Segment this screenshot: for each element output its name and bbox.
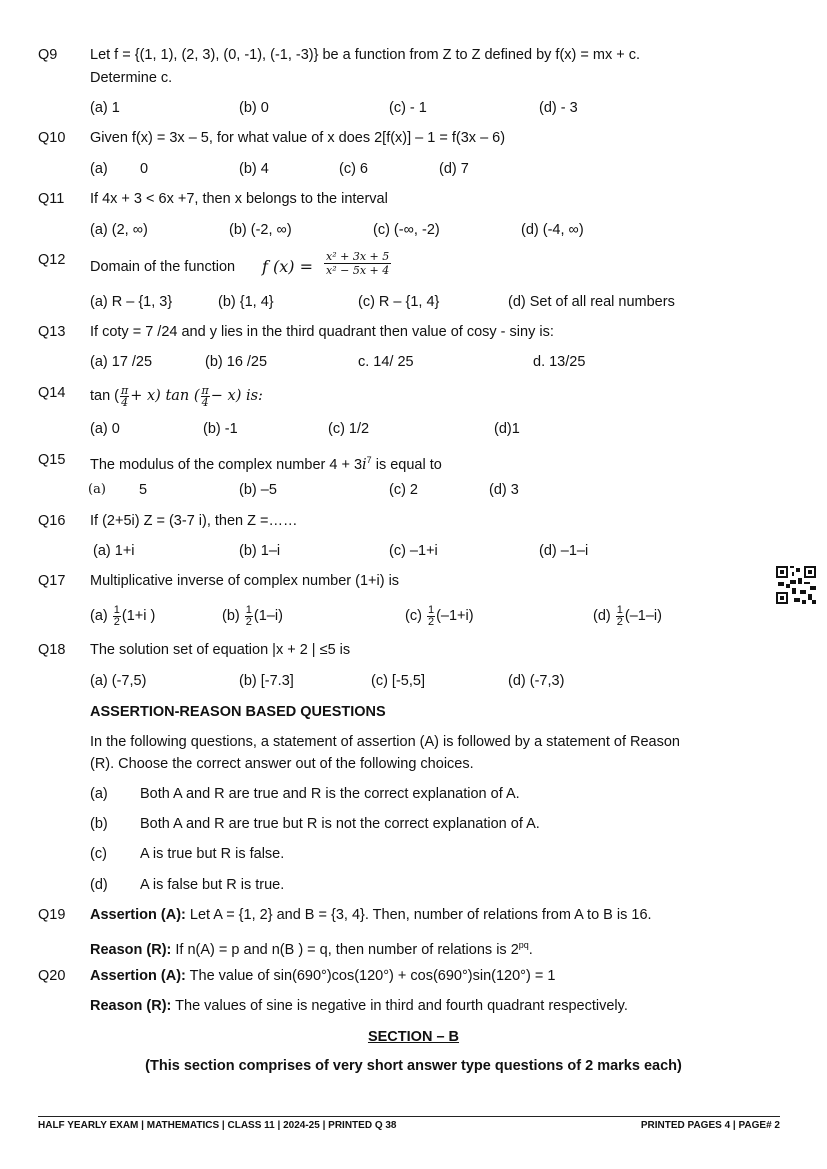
option-d: (d)1 <box>494 421 520 437</box>
q12-line <box>0 248 827 288</box>
option-d: d. 13/25 <box>533 354 586 370</box>
question-number: Q10 <box>38 130 66 146</box>
option-value: (–1–i) <box>624 608 662 624</box>
q9-line2 <box>0 66 827 90</box>
q16-options <box>0 539 827 563</box>
option-a: (a) 1 <box>90 100 120 116</box>
fraction-numerator: 1 <box>616 603 623 616</box>
q13-options <box>0 350 827 374</box>
choice-text: A is false but R is true. <box>140 877 285 893</box>
function-notation: f (x) = <box>262 257 314 276</box>
q15-line <box>0 448 827 472</box>
option-d: (d) (-7,3) <box>508 673 565 689</box>
question-text: The solution set of equation |x + 2 | ≤5 is <box>90 642 351 658</box>
option-d: (d) 3 <box>489 482 519 498</box>
half-fraction <box>616 605 624 628</box>
question-text: Let f = {(1, 1), (2, 3), (0, -1), (-1, -3)} be a function from Z to Z defined by f(x) = mx + c. <box>90 47 641 63</box>
intro-text: In the following questions, a statement of assertion (A) is followed by a statement of Reason <box>90 734 680 750</box>
option-a-value: 5 <box>139 482 148 498</box>
question-text: Domain of the function <box>90 259 236 275</box>
option-label: (c) <box>405 608 422 624</box>
choice-label: (c) <box>90 846 107 862</box>
choice-label: (b) <box>90 816 108 832</box>
option-a: (a) R – {1, 3} <box>90 294 173 310</box>
question-number: Q19 <box>38 907 66 923</box>
option-d: (d) –1–i <box>539 543 589 559</box>
option-d: (d) - 3 <box>539 100 578 116</box>
q14-line <box>0 381 827 413</box>
half-fraction <box>245 605 253 628</box>
pi-over-4-fraction <box>201 385 210 408</box>
option-d: (d) Set of all real numbers <box>508 294 675 310</box>
option-a: (a) <box>88 482 106 497</box>
q17-options <box>0 601 827 633</box>
footer-left: HALF YEARLY EXAM | MATHEMATICS | CLASS 11 | 2024-25 | PRINTED Q 38 <box>38 1120 397 1131</box>
qr-code-icon <box>776 566 816 604</box>
question-number: Q15 <box>38 452 66 468</box>
assertion-text <box>90 964 555 988</box>
plus-x-tan: + x) tan ( <box>130 388 200 404</box>
section-b-subtitle: (This section comprises of very short answer type questions of 2 marks each) <box>145 1058 682 1074</box>
choice-text: Both A and R are true but R is not the correct explanation of A. <box>140 816 540 832</box>
reason-label: Reason (R): <box>90 941 172 958</box>
assertion-heading-row <box>0 700 827 724</box>
q9-options <box>0 96 827 120</box>
option-a: (a) (-7,5) <box>90 673 147 689</box>
reason-text <box>90 933 533 962</box>
choice-text: Both A and R are true and R is the correct explanation of A. <box>140 786 520 802</box>
option-a <box>90 604 155 628</box>
fraction-denominator: 2 <box>245 615 252 628</box>
choice-row <box>0 873 827 897</box>
choice-label: (d) <box>90 877 108 893</box>
section-b-title: SECTION – B <box>367 1029 460 1045</box>
assertion-intro-1 <box>0 730 827 754</box>
option-d: (d) 7 <box>439 161 469 177</box>
q14-options <box>0 417 827 441</box>
question-number: Q11 <box>38 191 65 207</box>
section-heading: ASSERTION-REASON BASED QUESTIONS <box>90 704 386 720</box>
footer-right: PRINTED PAGES 4 | PAGE# 2 <box>640 1120 780 1131</box>
assertion-body: The value of sin(690°)cos(120°) + cos(690°)sin(120°) = 1 <box>185 968 556 984</box>
option-c: (c) –1+i <box>389 543 438 559</box>
q16-line <box>0 509 827 533</box>
option-b: (b) –5 <box>239 482 277 498</box>
assertion-label: Assertion (A): <box>90 968 186 984</box>
assertion-text <box>90 903 652 927</box>
question-expression <box>90 384 263 408</box>
option-b: (b) {1, 4} <box>218 294 274 310</box>
q20-reason <box>0 994 827 1018</box>
imaginary-unit: i <box>362 456 367 473</box>
fraction-denominator: 4 <box>121 395 129 409</box>
q18-options <box>0 669 827 693</box>
option-b: (b) 16 /25 <box>205 354 268 370</box>
option-label: (a) <box>90 608 108 624</box>
option-b: (b) -1 <box>203 421 238 437</box>
option-c: (c) 1/2 <box>328 421 370 437</box>
reason-label: Reason (R): <box>90 998 172 1014</box>
option-c: (c) R – {1, 4} <box>358 294 440 310</box>
option-value: (1–i) <box>253 608 283 624</box>
question-number: Q16 <box>38 513 66 529</box>
question-number: Q14 <box>38 385 66 401</box>
fraction-denominator: 4 <box>201 395 209 409</box>
q15-options <box>0 478 827 502</box>
question-number: Q9 <box>38 47 58 63</box>
option-b: (b) 1–i <box>239 543 281 559</box>
option-b: (b) [-7.3] <box>239 673 294 689</box>
option-a: (a) 17 /25 <box>90 354 153 370</box>
footer-divider <box>38 1116 780 1117</box>
domain-fraction <box>324 250 391 277</box>
question-text <box>90 448 442 477</box>
option-c: (c) - 1 <box>389 100 427 116</box>
option-label: (d) <box>593 608 611 624</box>
q9-line1 <box>0 43 827 67</box>
choice-label: (a) <box>90 786 108 802</box>
option-b: (b) 4 <box>239 161 269 177</box>
fraction-denominator: 2 <box>616 615 623 628</box>
choice-row <box>0 782 827 806</box>
tan-open-1: tan ( <box>90 388 120 404</box>
intro-text: (R). Choose the correct answer out of the following choices. <box>90 756 474 772</box>
q19-reason <box>0 933 827 957</box>
pi-over-4-fraction <box>120 385 129 408</box>
q17-line <box>0 569 827 593</box>
choice-row <box>0 812 827 836</box>
fraction-numerator: 1 <box>113 603 120 616</box>
option-a: (a) <box>90 161 108 177</box>
fraction-denominator: x² − 5x + 4 <box>326 264 390 277</box>
option-d: (d) (-4, ∞) <box>521 222 584 238</box>
q20-assertion <box>0 964 827 988</box>
fraction-numerator: π <box>201 383 209 397</box>
choice-text: A is true but R is false. <box>140 846 285 862</box>
q11-line <box>0 187 827 211</box>
q18-line <box>0 638 827 662</box>
question-text: If coty = 7 /24 and y lies in the third quadrant then value of cosy - siny is: <box>90 324 554 340</box>
fraction-denominator: 2 <box>113 615 120 628</box>
option-c: c. 14/ 25 <box>358 354 414 370</box>
q10-options <box>0 157 827 181</box>
reason-end: . <box>528 941 533 958</box>
question-text-end: is equal to <box>371 456 442 473</box>
exponent: 7 <box>366 455 372 465</box>
choice-row <box>0 842 827 866</box>
question-number: Q13 <box>38 324 66 340</box>
option-c <box>405 604 474 628</box>
option-a-value: 0 <box>140 161 149 177</box>
q12-options <box>0 290 827 314</box>
question-text: If (2+5i) Z = (3-7 i), then Z =…… <box>90 513 298 529</box>
half-fraction <box>113 605 121 628</box>
question-number: Q12 <box>38 252 66 268</box>
question-text: Given f(x) = 3x – 5, for what value of x does 2[f(x)] – 1 = f(3x – 6) <box>90 130 506 146</box>
exponent: pq <box>518 940 529 950</box>
option-value: (1+i ) <box>121 608 156 624</box>
minus-x-is: − x) is: <box>210 388 263 404</box>
question-text: If 4x + 3 < 6x +7, then x belongs to the interval <box>90 191 388 207</box>
option-c: (c) 2 <box>389 482 418 498</box>
question-text-start: The modulus of the complex number 4 + 3 <box>90 456 363 473</box>
q13-line <box>0 320 827 344</box>
assertion-label: Assertion (A): <box>90 907 186 923</box>
fraction-numerator: π <box>121 383 129 397</box>
half-fraction <box>427 605 435 628</box>
option-label: (b) <box>222 608 240 624</box>
fraction-denominator: 2 <box>427 615 435 628</box>
reason-body: If n(A) = p and n(B ) = q, then number of relations is 2 <box>171 941 519 958</box>
reason-text <box>90 994 628 1018</box>
q11-options <box>0 218 827 242</box>
question-number: Q17 <box>38 573 66 589</box>
fraction-numerator: 1 <box>245 603 252 616</box>
option-c: (c) 6 <box>339 161 368 177</box>
option-value: (–1+i) <box>436 608 474 624</box>
q19-assertion <box>0 903 827 927</box>
question-number: Q20 <box>38 968 66 984</box>
assertion-intro-2 <box>0 752 827 776</box>
fraction-numerator: 1 <box>427 603 435 616</box>
fraction-numerator: x² + 3x + 5 <box>326 250 390 263</box>
question-text: Multiplicative inverse of complex number (1+i) is <box>90 573 400 589</box>
assertion-body: Let A = {1, 2} and B = {3, 4}. Then, number of relations from A to B is 16. <box>185 907 652 923</box>
question-number: Q18 <box>38 642 66 658</box>
option-b: (b) 0 <box>239 100 269 116</box>
option-a: (a) (2, ∞) <box>90 222 148 238</box>
option-b <box>222 604 283 628</box>
reason-body: The values of sine is negative in third and fourth quadrant respectively. <box>171 998 628 1014</box>
option-a: (a) 0 <box>90 421 120 437</box>
option-b: (b) (-2, ∞) <box>229 222 292 238</box>
option-a: (a) 1+i <box>93 543 135 559</box>
section-b-title-row <box>0 1025 827 1049</box>
option-d <box>593 604 662 628</box>
option-c: (c) (-∞, -2) <box>373 222 440 238</box>
question-text: Determine c. <box>90 70 173 86</box>
option-c: (c) [-5,5] <box>371 673 425 689</box>
q10-line <box>0 126 827 150</box>
